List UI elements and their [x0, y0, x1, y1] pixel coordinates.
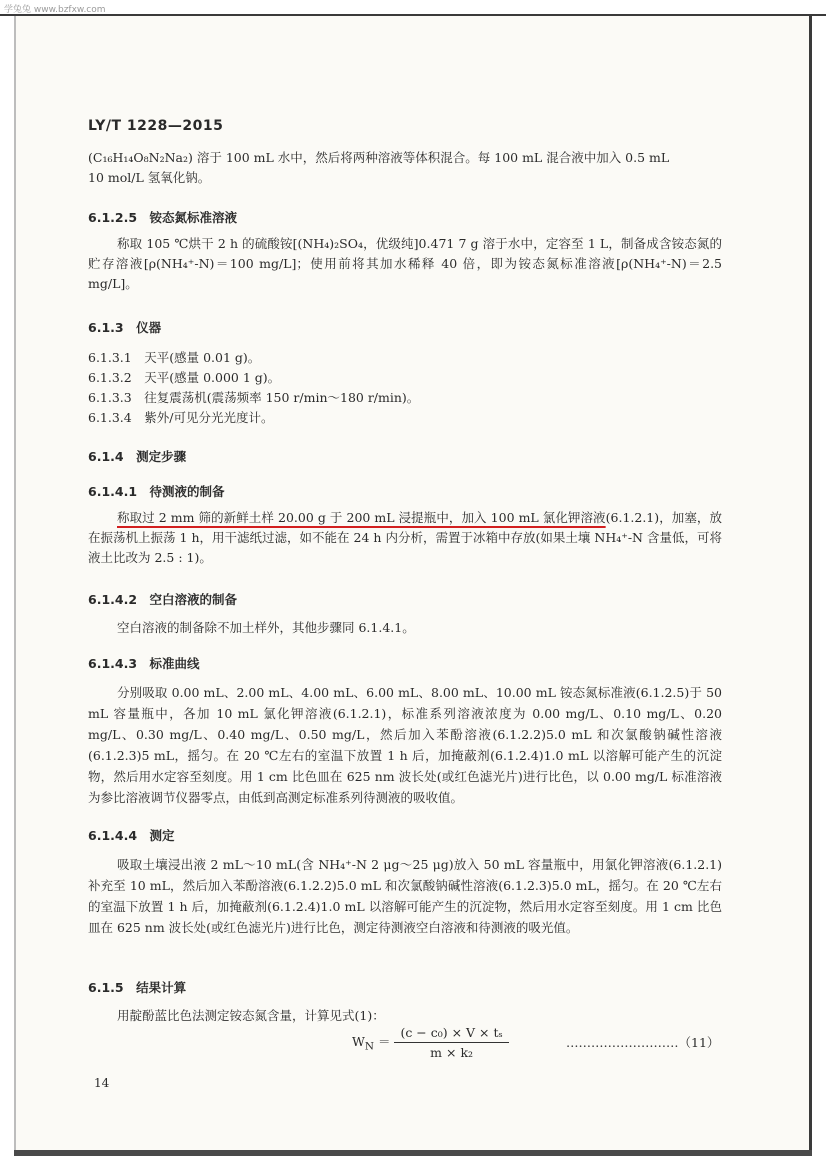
section-6-1-4-4 [88, 826, 722, 938]
equation-number: ………………………（11） [566, 1035, 720, 1050]
list-item: 6.1.3.4 紫外/可见分光光度计。 [88, 410, 274, 425]
section-heading: 6.1.4.1 待测液的制备 [88, 484, 225, 499]
scan-bottom-edge [14, 1150, 812, 1156]
list-item: 6.1.3.1 天平(感量 0.01 g)。 [88, 350, 261, 365]
paragraph: 用靛酚蓝比色法测定铵态氮含量，计算见式(1)： [117, 1008, 385, 1023]
formula-lhs-subscript: N [364, 1040, 374, 1053]
section-6-1-5 [88, 978, 722, 1026]
section-6-1-3 [88, 318, 722, 428]
formula [352, 1025, 509, 1060]
section-6-1-2-5 [88, 208, 722, 294]
paragraph: 空白溶液的制备除不加土样外，其他步骤同 6.1.4.1。 [117, 620, 415, 635]
formula-lhs: W [352, 1034, 365, 1049]
page-number: 14 [94, 1076, 110, 1090]
section-heading: 6.1.4.2 空白溶液的制备 [88, 592, 238, 607]
section-6-1-4-3 [88, 654, 722, 808]
section-6-1-4-2 [88, 590, 722, 638]
paragraph: 分别吸取 0.00 mL、2.00 mL、4.00 mL、6.00 mL、8.00 mL、10.00 mL 铵态氮标准液(6.1.2.5)于 50 mL 容量瓶中，各加 10 mL 氯化钾溶液(6.1.2.1)，标准系列溶液浓度为 0.00 mg/L、0.10 mg/L、0.20 mg/L、0.30 mg/L、0.40 mg/L、0.50 mg/L，然后加入苯酚溶液(6.1.2.2)5.0 mL 和次氯酸钠碱性溶液(6.1.2.3)5 mL，摇匀。在 20 ℃左右的室温下放置 1 h 后，加掩蔽剂(6.1.2.4)1.0 mL 以溶解可能产生的沉淀物，然后用水定容至刻度。用 1 cm 比色皿在 625 nm 波长处(或红色滤光片)进行比色，以 0.00 mg/L 标准溶液为参比溶液调节仪器零点，由低到高测定标准系列待测液的吸收值。 [88, 685, 722, 805]
continuation-paragraph [88, 148, 722, 188]
instrument-list [88, 348, 722, 428]
list-item: 6.1.3.3 往复震荡机(震荡频率 150 r/min～180 r/min)。 [88, 390, 420, 405]
standard-number: LY/T 1228—2015 [88, 118, 224, 134]
paragraph: 吸取土壤浸出液 2 mL～10 mL(含 NH₄⁺-N 2 μg～25 μg)放入 50 mL 容量瓶中，用氯化钾溶液(6.1.2.1)补充至 10 mL，然后加入苯酚溶液(6.1.2.2)5.0 mL 和次氯酸钠碱性溶液(6.1.2.3)5.0 mL，摇匀。在 20 ℃左右的室温下放置 1 h 后，加掩蔽剂(6.1.2.4)1.0 mL 以溶解可能产生的沉淀物，然后用水定容至刻度。用 1 cm 比色皿在 625 nm 波长处(或红色滤光片)进行比色，测定待测液空白溶液和待测液的吸光值。 [88, 857, 722, 935]
section-heading: 6.1.4.4 测定 [88, 828, 175, 843]
red-underlined-text: 称取过 2 mm 筛的新鲜土样 20.00 g 于 200 mL 浸提瓶中，加入 100 mL 氯化钾溶液 [117, 510, 606, 525]
paragraph: 称取 105 ℃烘干 2 h 的硫酸铵[(NH₄)₂SO₄，优级纯]0.471 7 g 溶于水中，定容至 1 L，制备成含铵态氮的贮存溶液[ρ(NH₄⁺-N)＝100 mg/L]；使用前将其加水稀释 40 倍，即为铵态氮标准溶液[ρ(NH₄⁺-N)＝2.5 mg/L]。 [88, 236, 722, 291]
formula-denominator: m × k₂ [430, 1045, 474, 1060]
formula-numerator: (c − c₀) × V × tₛ [394, 1025, 508, 1043]
formula-fraction [394, 1025, 508, 1060]
text-line: (C₁₆H₁₄O₈N₂Na₂) 溶于 100 mL 水中，然后将两种溶液等体积混合。每 100 mL 混合液中加入 0.5 mL [88, 150, 670, 165]
watermark: 学兔兔 www.bzfxw.com [4, 5, 106, 15]
text-line: 10 mol/L 氢氧化钠。 [88, 170, 211, 185]
paragraph-text: (6.1.2.1)，加塞，放在振荡机上振荡 1 h，用干滤纸过滤，如不能在 24 h 内分析，需置于冰箱中存放(如果土壤 NH₄⁺-N 含量低，可将液土比改为 2.5 : 1)。 [88, 510, 722, 565]
section-heading: 6.1.2.5 铵态氮标准溶液 [88, 210, 238, 225]
section-heading: 6.1.4.3 标准曲线 [88, 656, 200, 671]
section-6-1-4 [88, 447, 722, 467]
paragraph [88, 508, 722, 568]
formula-equals: ＝ [377, 1034, 391, 1049]
section-heading: 6.1.4 测定步骤 [88, 449, 187, 464]
section-heading: 6.1.3 仪器 [88, 320, 162, 335]
section-6-1-4-1 [88, 482, 722, 568]
section-heading: 6.1.5 结果计算 [88, 980, 187, 995]
list-item: 6.1.3.2 天平(感量 0.000 1 g)。 [88, 370, 281, 385]
